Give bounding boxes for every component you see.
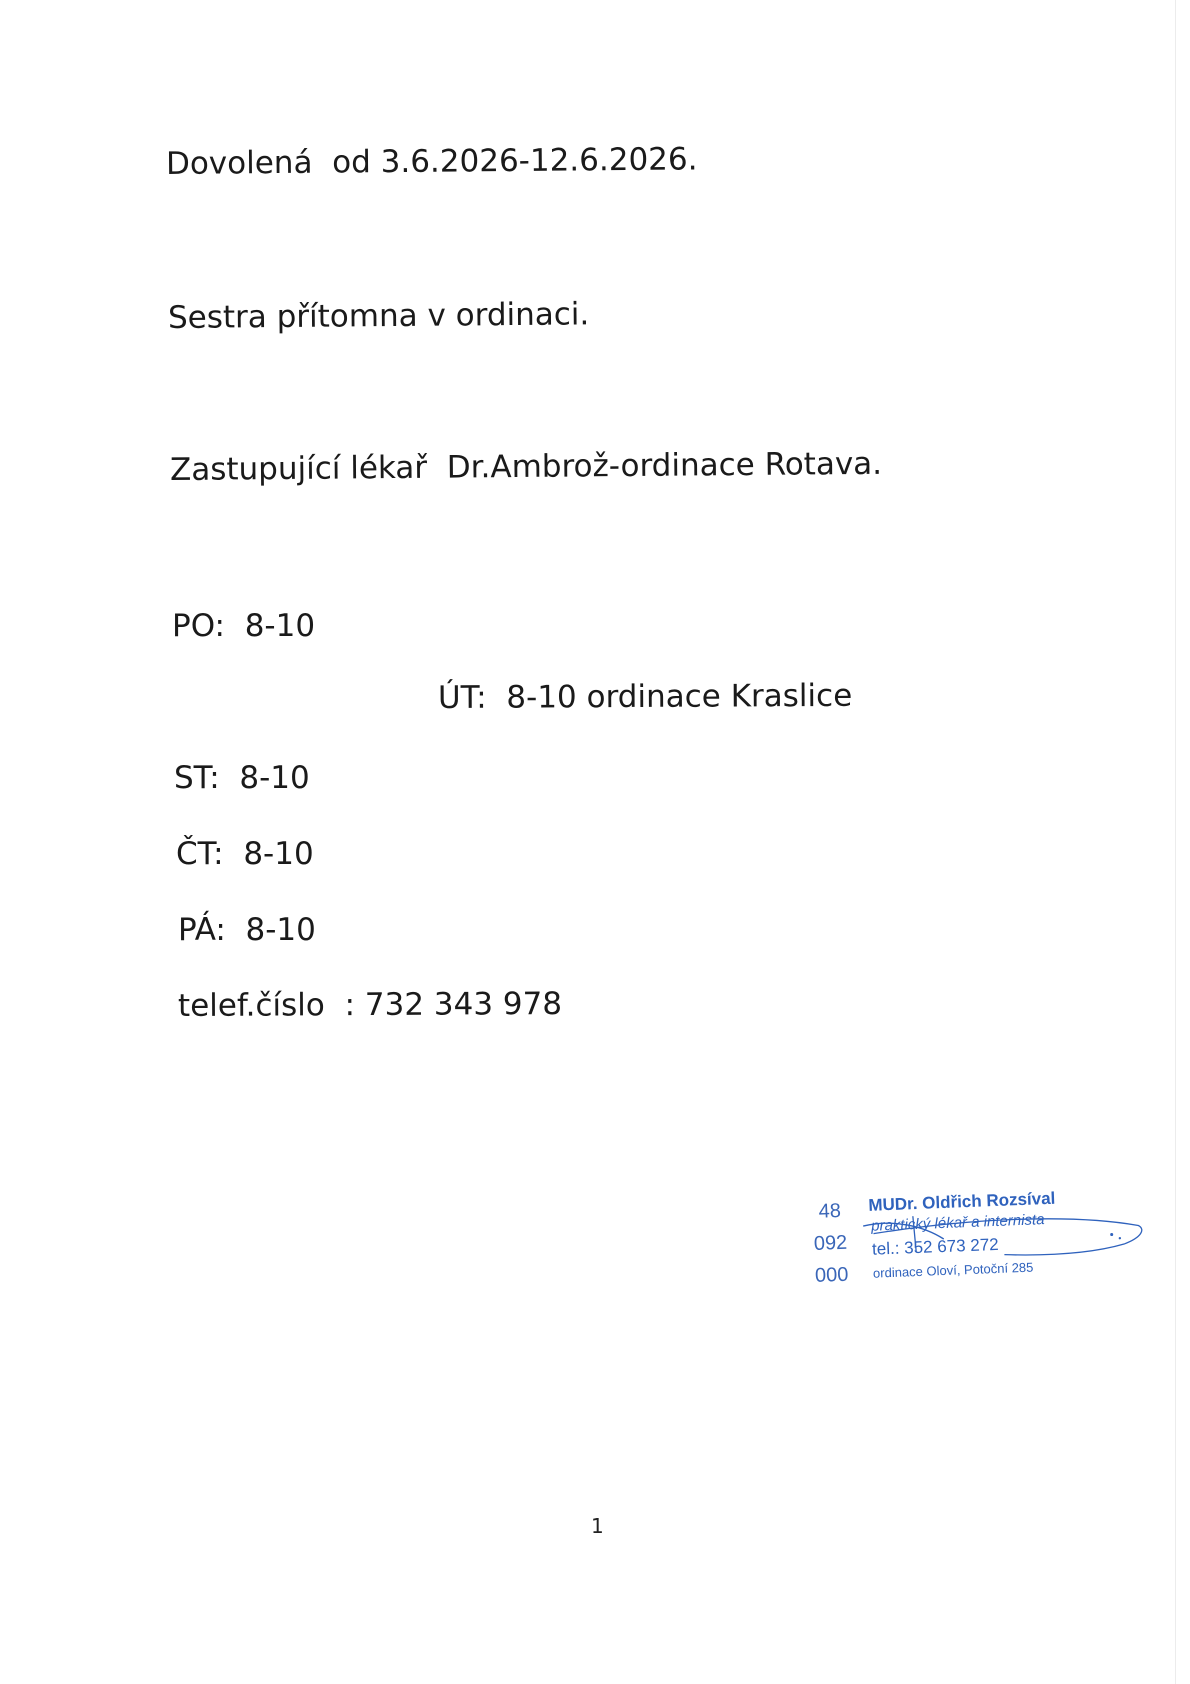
stamp-address: ordinace Oloví, Potoční 285: [872, 1259, 1034, 1281]
schedule-monday: PO: 8-10: [172, 608, 316, 644]
schedule-wednesday: ST: 8-10: [174, 760, 310, 796]
schedule-friday: PÁ: 8-10: [178, 912, 316, 948]
page-number: 1: [591, 1514, 604, 1538]
phone-number: telef.číslo : 732 343 978: [177, 985, 563, 1024]
vacation-notice: Dovolená od 3.6.2026-12.6.2026.: [165, 141, 698, 182]
stamp-code: 000: [814, 1263, 849, 1287]
substitute-doctor-notice: Zastupující lékař Dr.Ambrož-ordinace Rotava.: [169, 445, 883, 488]
stamp-doctor-name: MUDr. Oldřich Rozsíval: [868, 1188, 1056, 1215]
signature-stroke-icon: [853, 1203, 1155, 1274]
nurse-notice: Sestra přítomna v ordinaci.: [167, 296, 590, 336]
schedule-thursday: ČT: 8-10: [176, 836, 314, 872]
stamp-code: 092: [813, 1231, 848, 1255]
stamp-doctor-role: praktický lékař a internista: [870, 1211, 1045, 1235]
scan-edge: [1175, 0, 1176, 1684]
stamp-code: 48: [818, 1199, 842, 1223]
stamp-phone: tel.: 352 673 272: [871, 1234, 1000, 1259]
doctor-stamp: [812, 1183, 1146, 1316]
schedule-tuesday: ÚT: 8-10 ordinace Kraslice: [437, 677, 853, 716]
